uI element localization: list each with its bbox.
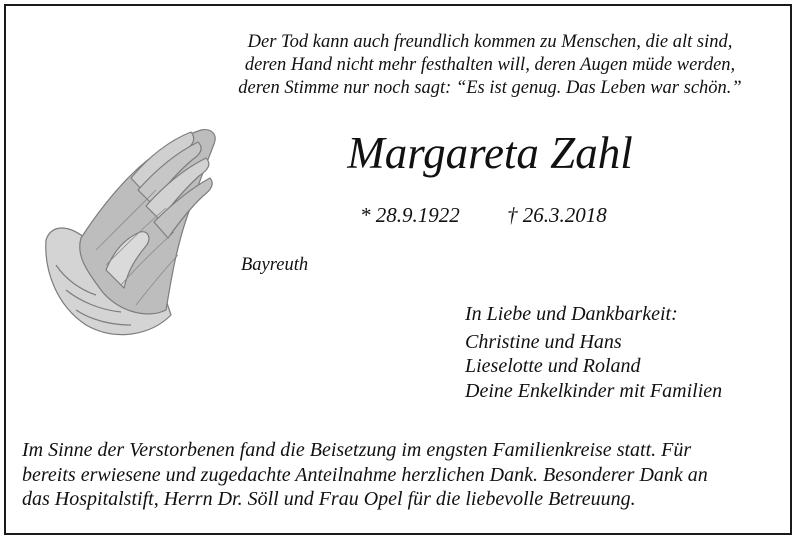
- mourners-intro: In Liebe und Dankbarkeit:: [465, 303, 678, 325]
- place-of-residence: Bayreuth: [241, 255, 309, 275]
- death-date: † 26.3.2018: [507, 203, 607, 227]
- birth-date: * 28.9.1922: [360, 203, 460, 227]
- funeral-note: [22, 438, 792, 512]
- note-line: bereits erwiesene und zugedachte Anteilnahme herzlichen Dank. Besonderer Dank an: [22, 463, 708, 486]
- poem-line: Der Tod kann auch freundlich kommen zu Menschen, die alt sind,: [247, 32, 733, 52]
- mourners-block: [465, 302, 722, 403]
- mourner-name: Christine und Hans: [465, 330, 622, 353]
- mourner-name: Lieselotte und Roland: [465, 355, 641, 377]
- deceased-name: Margareta Zahl: [347, 128, 633, 178]
- praying-hands-icon: [36, 120, 236, 350]
- note-line: Im Sinne der Verstorbenen fand die Beisetzung im engsten Familienkreise statt. Für: [22, 439, 692, 461]
- poem: [200, 31, 780, 100]
- poem-line: deren Hand nicht mehr festhalten will, deren Augen müde werden,: [244, 55, 736, 75]
- note-line: das Hospitalstift, Herrn Dr. Söll und Frau Opel für die liebevolle Betreuung.: [22, 488, 636, 510]
- poem-line: deren Stimme nur noch sagt: “Es ist genug. Das Leben war schön.”: [238, 78, 742, 98]
- mourner-name: Deine Enkelkinder mit Familien: [465, 379, 723, 402]
